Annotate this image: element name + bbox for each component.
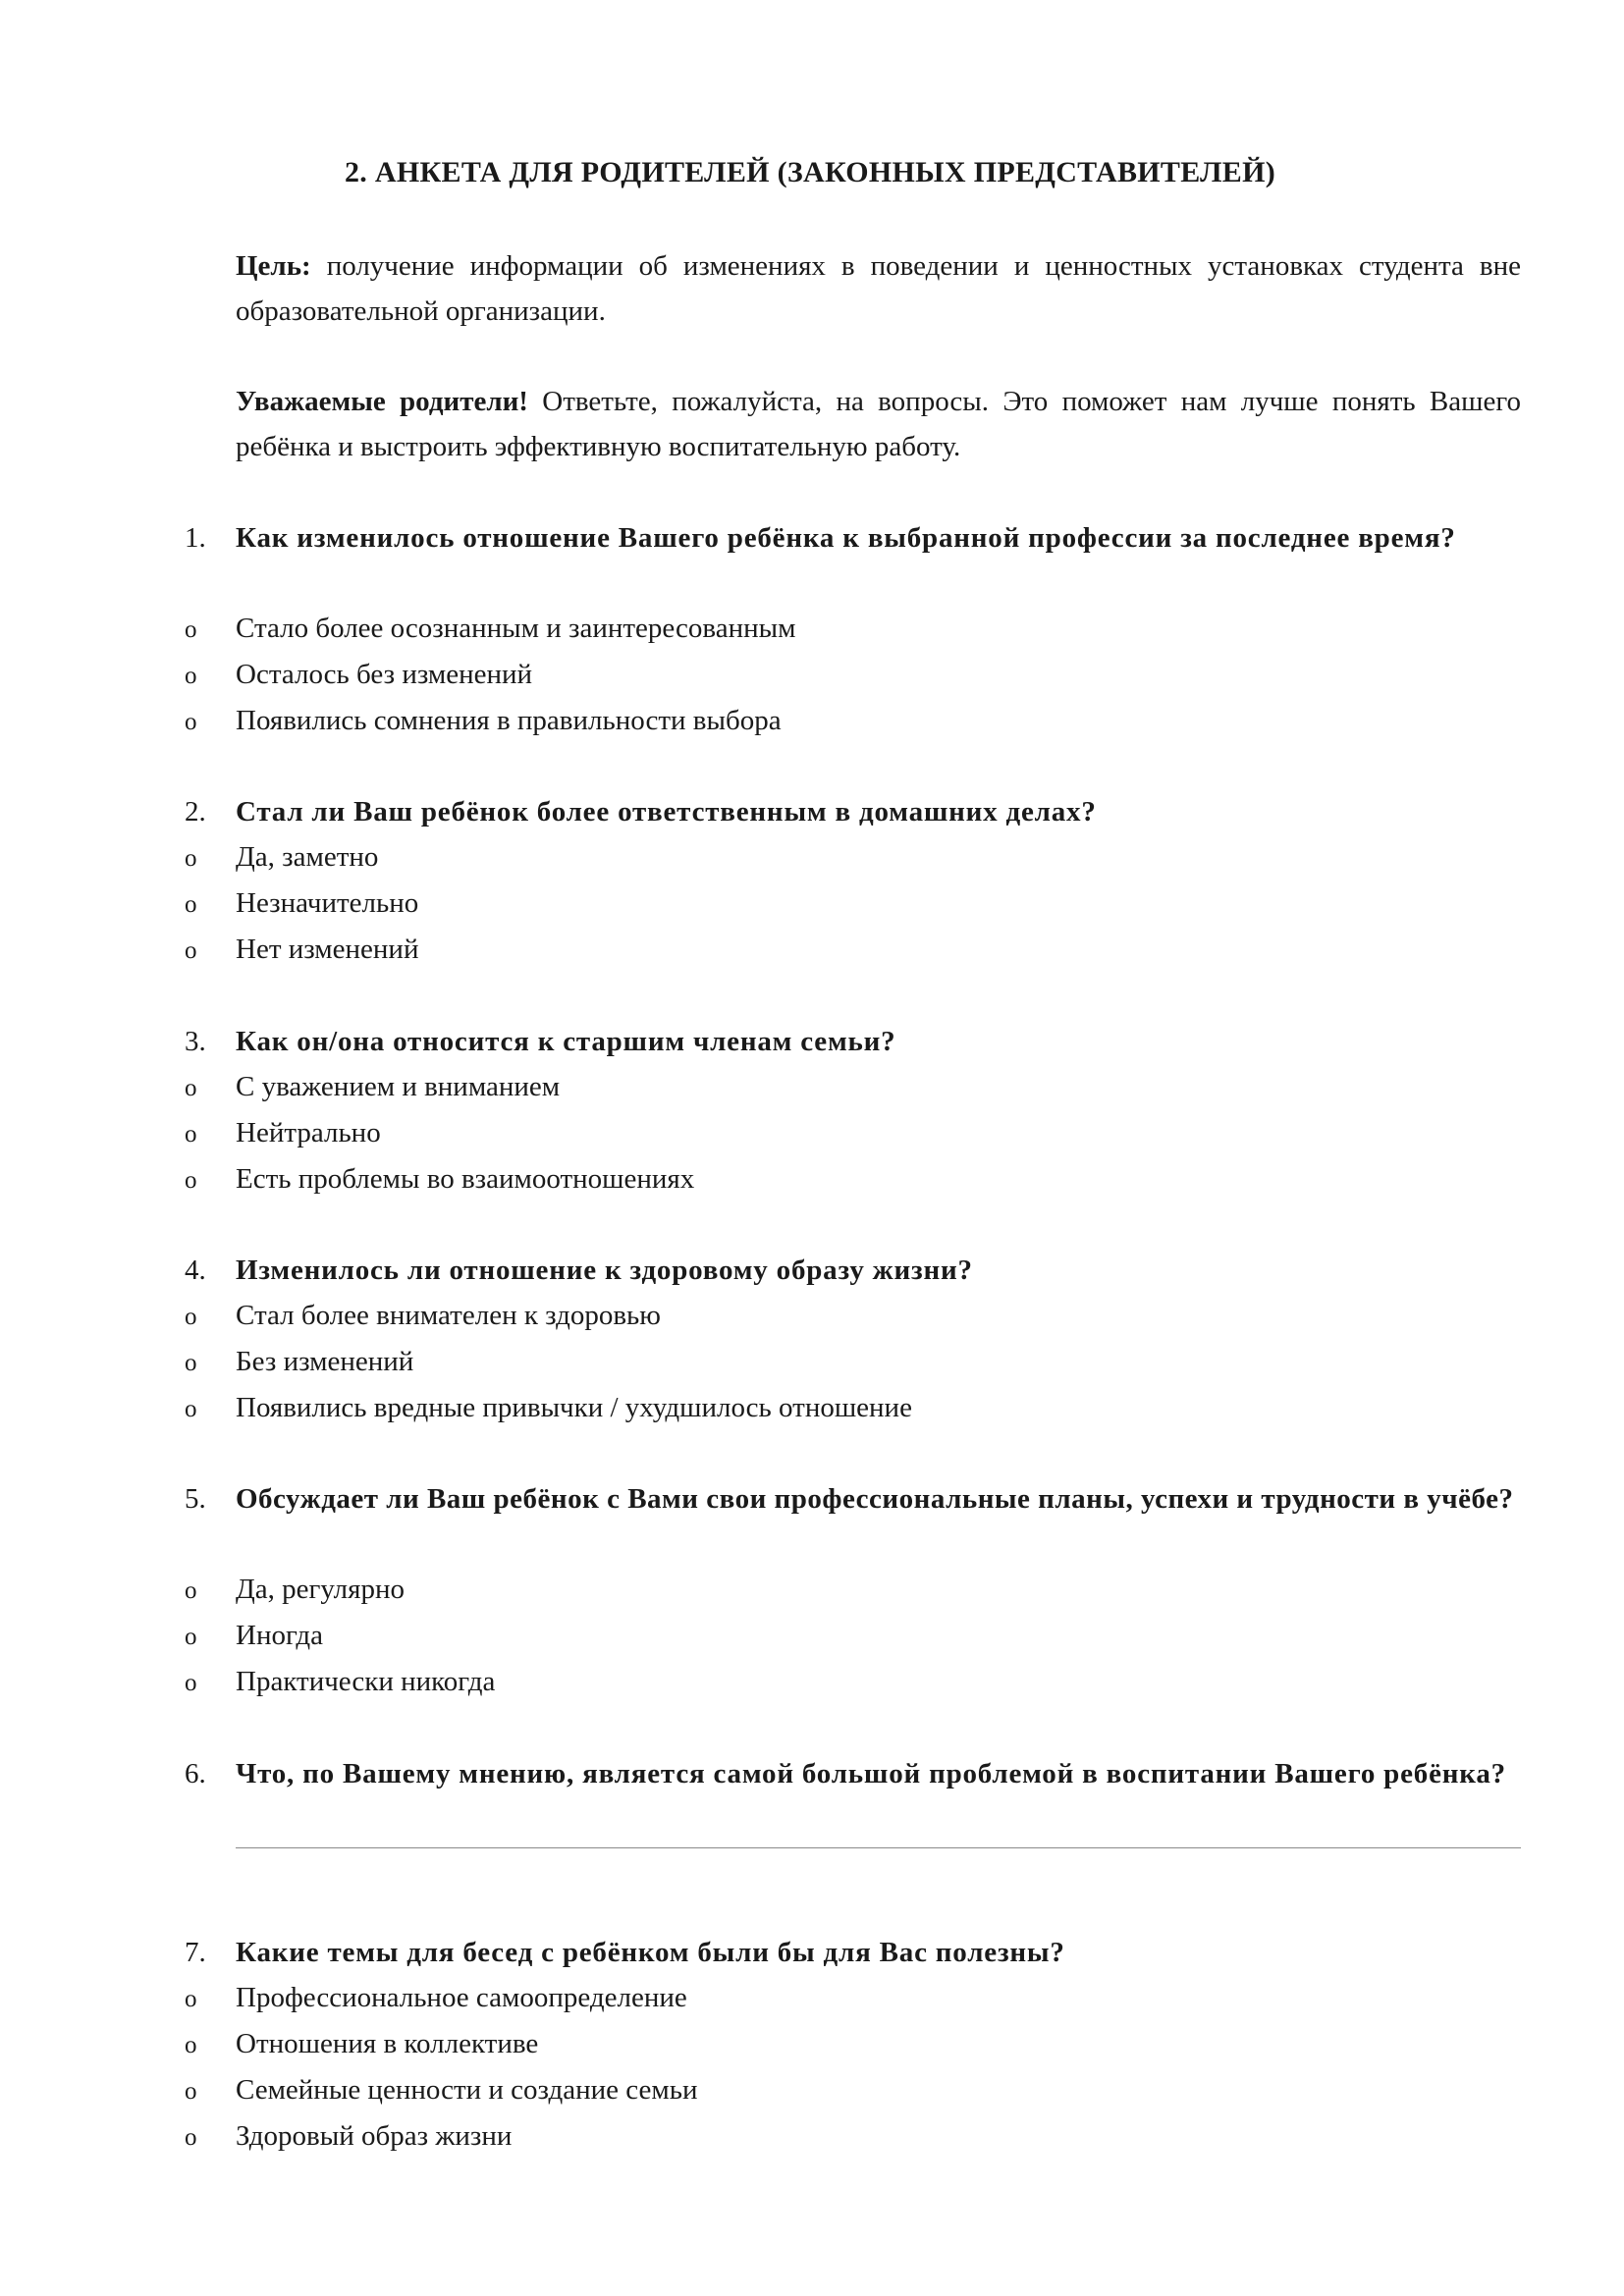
option-1-1 — [0, 606, 1624, 651]
option-label: Незначительно — [236, 887, 419, 919]
bullet-icon: o — [185, 845, 197, 872]
option-label: Практически никогда — [236, 1666, 496, 1697]
option-label: Семейные ценности и создание семьи — [236, 2074, 698, 2106]
question-number: 4. — [185, 1255, 206, 1286]
question-number: 2. — [185, 796, 206, 828]
option-7-4 — [0, 2113, 1624, 2159]
bullet-icon: o — [185, 1167, 197, 1194]
option-3-2 — [0, 1110, 1624, 1155]
option-label: Без изменений — [236, 1346, 414, 1377]
question-text: Что, по Вашему мнению, является самой большой проблемой в воспитании Вашего ребёнка? — [236, 1758, 1506, 1789]
question-number: 1. — [185, 522, 206, 554]
bullet-icon: o — [185, 2124, 197, 2151]
option-label: Здоровый образ жизни — [236, 2120, 513, 2152]
bullet-icon: o — [185, 1121, 197, 1148]
question-text: Как изменилось отношение Вашего ребёнка к выбранной профессии за последнее время? — [236, 522, 1456, 554]
option-label: Есть проблемы во взаимоотношениях — [236, 1163, 695, 1195]
intro-paragraph — [236, 379, 1521, 469]
option-label: Отношения в коллективе — [236, 2028, 539, 2059]
option-3-3 — [0, 1156, 1624, 1201]
question-number: 6. — [185, 1758, 206, 1789]
option-7-3 — [0, 2067, 1624, 2112]
question-text: Какие темы для бесед с ребёнком были бы для Вас полезны? — [236, 1937, 1065, 1968]
option-1-2 — [0, 652, 1624, 697]
bullet-icon: o — [185, 1350, 197, 1376]
question-text: Изменилось ли отношение к здоровому образу жизни? — [236, 1255, 973, 1286]
bullet-icon: o — [185, 709, 197, 735]
option-4-1 — [0, 1293, 1624, 1338]
bullet-icon: o — [185, 1075, 197, 1101]
bullet-icon: o — [185, 1986, 197, 2012]
answer-line[interactable] — [236, 1847, 1521, 1848]
option-label: Нейтрально — [236, 1117, 381, 1148]
goal-text: получение информации об изменениях в поведении и ценностных установках студента вне образовательной организации. — [236, 250, 1521, 327]
option-label: Появились вредные привычки / ухудшилось отношение — [236, 1392, 912, 1423]
option-label: Иногда — [236, 1620, 324, 1651]
option-7-1 — [0, 1975, 1624, 2020]
question-text: Обсуждает ли Ваш ребёнок с Вами свои профессиональные планы, успехи и трудности в учёбе? — [236, 1483, 1514, 1515]
option-4-2 — [0, 1339, 1624, 1384]
option-label: С уважением и вниманием — [236, 1071, 561, 1102]
option-label: Осталось без изменений — [236, 659, 533, 690]
intro-text: Ответьте, пожалуйста, на вопросы. Это поможет нам лучше понять Вашего ребёнка и выстроить эффективную воспитательную работу. — [236, 386, 1521, 462]
bullet-icon: o — [185, 1577, 197, 1604]
option-7-2 — [0, 2021, 1624, 2066]
option-3-1 — [0, 1064, 1624, 1109]
question-number: 7. — [185, 1937, 206, 1968]
bullet-icon: o — [185, 1304, 197, 1330]
bullet-icon: o — [185, 937, 197, 964]
option-2-2 — [0, 881, 1624, 926]
bullet-icon: o — [185, 2078, 197, 2105]
option-2-3 — [0, 927, 1624, 972]
goal-paragraph — [236, 243, 1521, 334]
bullet-icon: o — [185, 1396, 197, 1422]
option-1-3 — [0, 698, 1624, 743]
option-5-2 — [0, 1613, 1624, 1658]
bullet-icon: o — [185, 1624, 197, 1650]
page-title: 2. АНКЕТА ДЛЯ РОДИТЕЛЕЙ (ЗАКОННЫХ ПРЕДСТАВИТЕЛЕЙ) — [344, 156, 1276, 188]
option-label: Стал более внимателен к здоровью — [236, 1300, 661, 1331]
bullet-icon: o — [185, 891, 197, 918]
bullet-icon: o — [185, 1670, 197, 1696]
option-label: Да, заметно — [236, 841, 379, 873]
question-text: Как он/она относится к старшим членам семьи? — [236, 1026, 896, 1057]
question-number: 3. — [185, 1026, 206, 1057]
option-4-3 — [0, 1385, 1624, 1430]
option-label: Появились сомнения в правильности выбора — [236, 705, 782, 736]
option-label: Нет изменений — [236, 934, 419, 965]
option-label: Да, регулярно — [236, 1574, 405, 1605]
bullet-icon: o — [185, 2032, 197, 2058]
option-5-3 — [0, 1659, 1624, 1704]
goal-label: Цель: — [236, 250, 311, 282]
option-5-1 — [0, 1567, 1624, 1612]
question-text: Стал ли Ваш ребёнок более ответственным в домашних делах? — [236, 796, 1097, 828]
bullet-icon: o — [185, 616, 197, 643]
intro-label: Уважаемые родители! — [236, 386, 528, 417]
option-2-1 — [0, 834, 1624, 880]
option-label: Профессиональное самоопределение — [236, 1982, 687, 2013]
question-number: 5. — [185, 1483, 206, 1515]
option-label: Стало более осознанным и заинтересованным — [236, 613, 796, 644]
bullet-icon: o — [185, 663, 197, 689]
